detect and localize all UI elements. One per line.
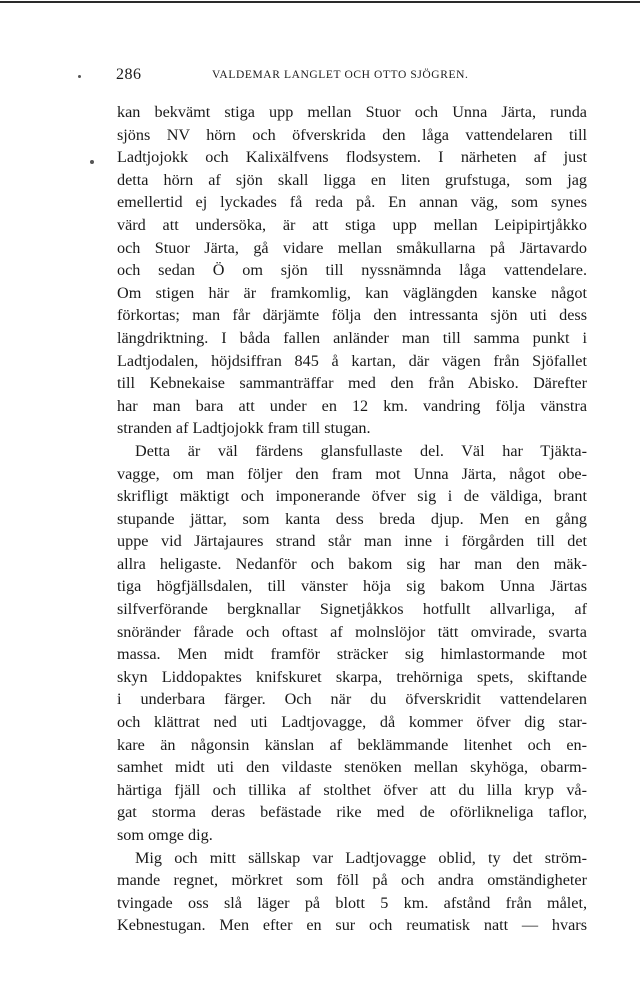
text-line: emellertid ej lyckades få reda på. En annan väg, som synes bbox=[117, 193, 587, 212]
text-line: härtiga fjäll och tillika af stolthet öfver att du lilla kryp vå- bbox=[117, 780, 587, 799]
text-line: uppe vid Järtajaures strand står man inne i förgården till det bbox=[117, 532, 587, 551]
text-line: Om stigen här är framkomlig, kan väglängden kanske något bbox=[117, 283, 587, 302]
scan-speck bbox=[90, 160, 94, 164]
text-line: vagge, om man följer den fram mot Unna Järta, något obe- bbox=[117, 464, 587, 483]
top-scan-rule bbox=[0, 1, 640, 3]
text-line: Mig och mitt sällskap var Ladtjovagge oblid, ty det ström- bbox=[135, 848, 587, 867]
text-line: kare än någonsin känslan af beklämmande litenhet och en- bbox=[117, 735, 587, 754]
text-line: längdriktning. I båda fallen anländer man till samma punkt i bbox=[117, 328, 587, 347]
text-line: tvingade oss slå läger på blott 5 km. afstånd från målet, bbox=[117, 893, 587, 912]
text-line: allra heligaste. Nedanför och bakom sig har man den mäk- bbox=[117, 554, 587, 573]
text-line: sjöns NV hörn och öfverskrida den låga vattendelaren till bbox=[117, 125, 587, 144]
text-line: skrifligt mäktigt och imponerande öfver sig i de väldiga, brant bbox=[117, 487, 587, 506]
text-line: snöränder fårade och oftast af molnslöjor tätt omvirade, svarta bbox=[117, 622, 587, 641]
text-line: och klättrat ned uti Ladtjovagge, då kommer öfver dig star- bbox=[117, 713, 587, 732]
page-number: 286 bbox=[116, 66, 142, 83]
text-line: skyn Liddopaktes knifskuret skarpa, trehörniga spets, skiftande bbox=[117, 667, 587, 686]
text-line: förkortas; man får därjämte följa den intressanta sjön uti dess bbox=[117, 306, 587, 325]
body-text bbox=[117, 101, 587, 937]
text-line: silfverförande bergknallar Signetjåkkos hotfullt allvarliga, af bbox=[117, 600, 587, 619]
text-line: Detta är väl färdens glansfullaste del. Väl har Tjäkta- bbox=[135, 441, 587, 460]
text-line: och Stuor Järta, gå vidare mellan småkullarna på Järtavardo bbox=[117, 238, 587, 257]
text-line: och sedan Ö om sjön till nyssnämnda låga vattendelare. bbox=[117, 261, 587, 280]
text-line: kan bekvämt stiga upp mellan Stuor och Unna Järta, runda bbox=[117, 103, 587, 121]
text-line: mande regnet, mörkret som föll på och andra omständigheter bbox=[117, 871, 587, 890]
text-line: tiga högfjällsdalen, till vänster höja sig bakom Unna Järtas bbox=[117, 577, 587, 596]
text-line: gat storma deras befästade rike med de oförlikneliga taflor, bbox=[117, 803, 587, 822]
text-line: stranden af Ladtjojokk fram till stugan. bbox=[117, 419, 371, 438]
text-line: värd att undersöka, är att stiga upp mellan Leipipirtjåkko bbox=[117, 215, 587, 234]
page-header bbox=[0, 66, 640, 88]
text-line: massa. Men midt framför sträcker sig himlastormande mot bbox=[117, 645, 587, 664]
text-line: samhet midt uti den vildaste stenöken mellan skyhöga, obarm- bbox=[117, 758, 587, 777]
running-head: VALDEMAR LANGLET OCH OTTO SJÖGREN. bbox=[212, 69, 469, 81]
text-line: Ladtjodalen, höjdsiffran 845 å kartan, där vägen från Sjöfallet bbox=[117, 351, 587, 370]
text-line: i underbara färger. Och när du öfverskridit vattendelaren bbox=[117, 690, 587, 709]
text-line: stupande jättar, som kanta dess breda djup. Men en gång bbox=[117, 509, 587, 528]
text-line: Kebnestugan. Men efter en sur och reumatisk natt — hvars bbox=[117, 916, 587, 935]
text-line: Ladtjojokk och Kalixälfvens flodsystem. I närheten af just bbox=[117, 148, 587, 167]
text-line: har man bara att under en 12 km. vandring följa vänstra bbox=[117, 396, 587, 415]
text-line: som omge dig. bbox=[117, 826, 213, 844]
text-line: till Kebnekaise sammanträffar med den från Abisko. Därefter bbox=[117, 374, 587, 393]
text-line: detta hörn af sjön skall ligga en liten grufstuga, som jag bbox=[117, 170, 587, 189]
